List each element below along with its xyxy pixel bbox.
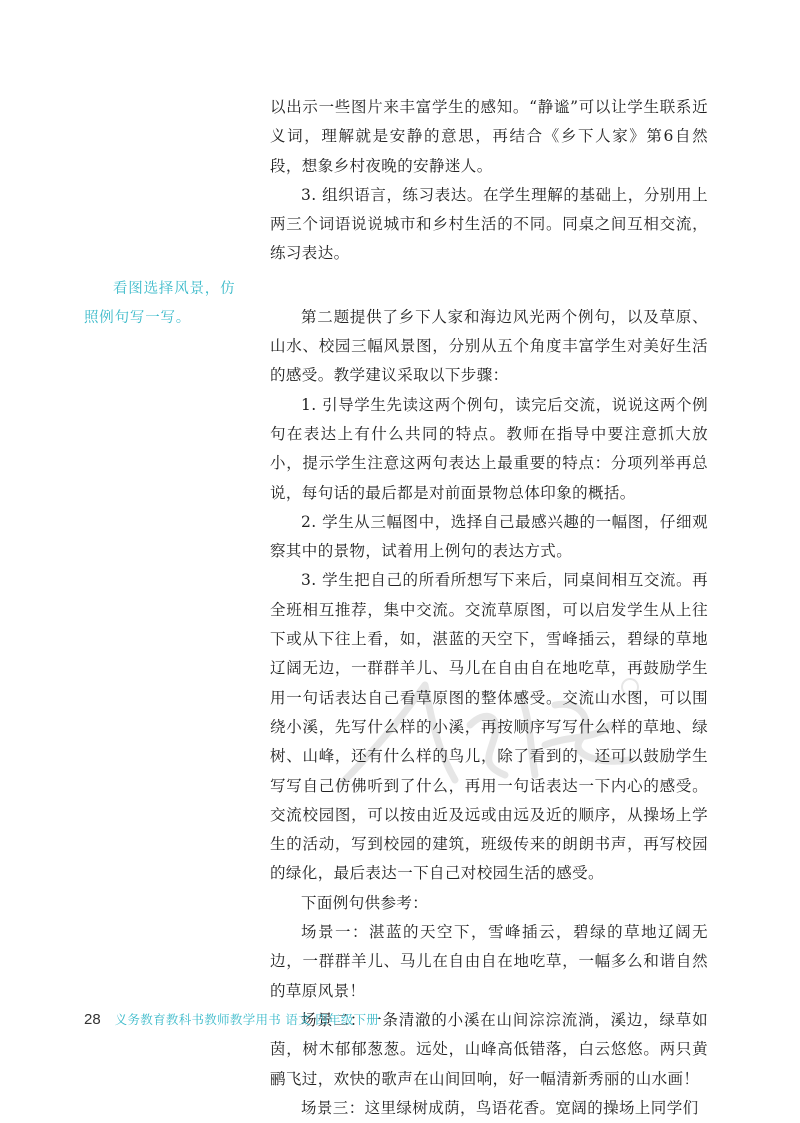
paragraph: 3. 组织语言，练习表达。在学生理解的基础上，分别用上两三个词语说说城市和乡村生活的不同。同桌之间互相交流，练习表达。 — [270, 185, 708, 263]
paragraph: 场景三：这里绿树成荫，鸟语花香。宽阔的操场上同学们 — [301, 1098, 699, 1117]
paragraph: 场景一：湛蓝的天空下，雪峰插云，碧绿的草地辽阔无边，一群群羊儿、马儿在自由自在地吃草，一幅多么和谐自然的草原风景！ — [270, 923, 708, 1000]
body-text — [270, 93, 708, 1123]
paragraph: 3. 学生把自己的所看所想写下来后，同桌间相互交流。再全班相互推荐，集中交流。交流草原图，可以启发学生从上往下或从下往上看，如，湛蓝的天空下，雪峰插云，碧绿的草地辽阔无边，一群群羊儿、马儿在自由自在地吃草，再鼓励学生用一句话表达自己看草原图的整体感受。交流山水图，可以围绕小溪，先写什么样的小溪，再按顺序写写什么样的草地、绿树、山峰，还有什么样的鸟儿，除了看到的，还可以鼓励学生写写自己仿佛听到了什么，再用一句话表达一下内心的感受。交流校园图，可以按由近及远或由远及近的顺序，从操场上学生的活动，写到校园的建筑，班级传来的朗朗书声，再写校园的绿化，最后表达一下自己对校园生活的感受。 — [270, 571, 708, 883]
book-title: 义务教育教科书教师教学用书 语文 四年级下册 — [114, 1012, 380, 1027]
paragraph: 2. 学生从三幅图中，选择自己最感兴趣的一幅图，仔细观察其中的景物，试着用上例句的表达方式。 — [270, 512, 708, 561]
paragraph: 下面例句供参考： — [301, 893, 429, 912]
margin-note: 看图选择风景，仿照例句写一写。 — [84, 281, 236, 326]
paragraph: 以出示一些图片来丰富学生的感知。“静谧”可以让学生联系近义词，理解就是安静的意思，再结合《乡下人家》第6自然段，想象乡村夜晚的安静迷人。 — [270, 98, 708, 175]
paragraph: 第二题提供了乡下人家和海边风光两个例句，以及草原、山水、校园三幅风景图，分别从五个角度丰富学生对美好生活的感受。教学建议采取以下步骤： — [270, 307, 708, 385]
paragraph: 1. 引导学生先读这两个例句，读完后交流，说说这两个例句在表达上有什么共同的特点。教师在指导中要注意抓大放小，提示学生注意这两句表达上最重要的特点：分项列举再总说，每句话的最后都是对前面景物总体印象的概括。 — [270, 395, 708, 502]
paragraph: 场景二：一条清澈的小溪在山间淙淙流淌，溪边，绿草如茵，树木郁郁葱葱。远处，山峰高低错落，白云悠悠。两只黄鹂飞过，欢快的歌声在山间回响，好一幅清新秀丽的山水画！ — [270, 1010, 708, 1088]
page-number: 28 — [84, 1011, 101, 1028]
section-gap — [270, 269, 708, 303]
page-footer — [84, 1010, 379, 1028]
